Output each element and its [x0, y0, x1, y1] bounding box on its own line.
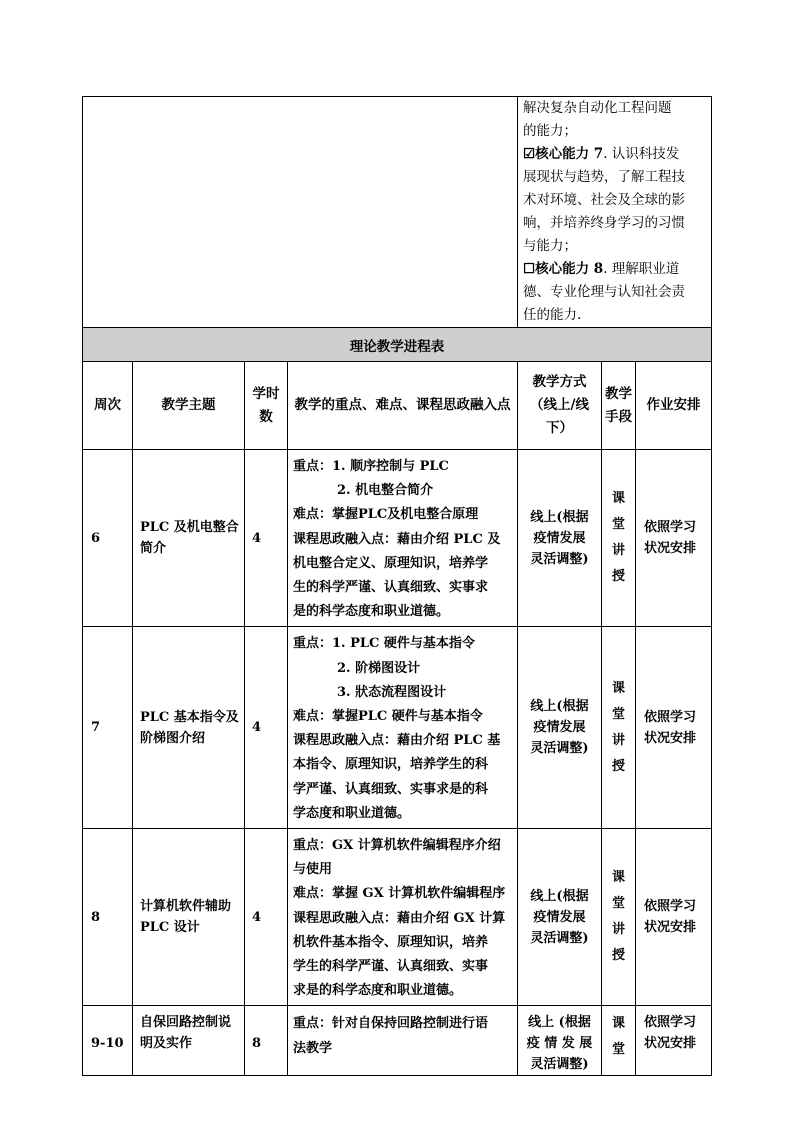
mode-cell	[518, 829, 602, 1006]
col-means-header	[602, 362, 636, 450]
outcome-line: 术对环境、社会及全球的影	[523, 192, 685, 208]
detail-line: 重点：1. PLC 硬件与基本指令	[293, 636, 475, 652]
topic-line: 阶梯图介绍	[140, 730, 206, 746]
col-means-line: 手段	[605, 408, 632, 425]
detail-line: 课程思政融入点：藉由介绍 PLC 基	[293, 733, 501, 749]
core-ability-7	[523, 143, 706, 166]
homework-line: 依照学习	[644, 899, 697, 915]
outcome-line: 的能力；	[523, 123, 577, 139]
hours-cell: 4	[245, 829, 288, 1006]
week-cell: 6	[83, 450, 133, 627]
detail-cell	[288, 627, 518, 829]
outcome-line: 与能力；	[523, 238, 577, 254]
topic-cell	[133, 450, 245, 627]
col-mode-line: （线上/线	[530, 397, 589, 413]
detail-line: 难点：掌握PLC及机电整合原理	[293, 507, 479, 523]
mode-cell	[518, 627, 602, 829]
detail-line: 学生的科学严谨、认真细致、实事	[293, 959, 489, 975]
table-row	[83, 450, 712, 627]
course-table	[82, 96, 712, 1076]
detail-line: 机软件基本指令、原理知识，培养	[293, 934, 489, 950]
week-cell: 7	[83, 627, 133, 829]
homework-line: 依照学习	[644, 1015, 697, 1031]
core-ability-7-label: ☑核心能力 7	[523, 146, 604, 162]
col-hours-header	[245, 362, 288, 450]
detail-line: 课程思政融入点：藉由介绍 PLC 及	[293, 531, 501, 547]
means-char: 授	[611, 569, 625, 585]
topic-line: PLC 设计	[140, 920, 200, 936]
progress-title: 理论教学进程表	[83, 328, 712, 362]
detail-line: 生的科学严谨、认真细致、实事求	[293, 580, 489, 596]
means-char: 堂	[611, 896, 625, 912]
mode-line: 疫情发展	[533, 530, 586, 546]
column-header-row	[83, 362, 712, 450]
progress-title-row	[83, 328, 712, 362]
homework-line: 依照学习	[644, 709, 697, 725]
detail-line: 学严谨、认真细致、实事求是的科	[293, 781, 489, 797]
means-cell	[602, 1006, 636, 1076]
topic-line: 计算机软件辅助	[140, 899, 232, 915]
detail-line: 3. 狀态流程图设计	[337, 684, 447, 700]
means-char: 讲	[611, 543, 625, 559]
hours-cell: 4	[245, 627, 288, 829]
means-cell	[602, 627, 636, 829]
mode-line: 疫 情 发 展	[526, 1036, 593, 1052]
col-topic-header: 教学主题	[133, 362, 245, 450]
detail-line: 重点：针对自保持回路控制进行语	[293, 1016, 489, 1032]
col-hours-line: 学时	[252, 385, 280, 402]
col-mode-line: 下）	[546, 420, 573, 436]
mode-line: 灵活调整)	[530, 930, 589, 946]
topic-line: 自保回路控制说	[140, 1015, 232, 1031]
detail-cell	[288, 450, 518, 627]
detail-line: 本指令、原理知识，培养学生的科	[293, 757, 489, 773]
mode-cell	[518, 450, 602, 627]
homework-line: 状况安排	[644, 730, 697, 746]
topic-cell	[133, 829, 245, 1006]
means-char: 授	[611, 758, 625, 774]
week-cell: 8	[83, 829, 133, 1006]
homework-line: 状况安排	[644, 920, 697, 936]
homework-cell	[636, 450, 712, 627]
table-row	[83, 627, 712, 829]
detail-line: 重点：GX 计算机软件编辑程序介绍	[293, 838, 501, 854]
means-char: 堂	[611, 517, 625, 533]
hours-cell: 8	[245, 1006, 288, 1076]
col-week-header: 周次	[83, 362, 133, 450]
detail-line: 学态度和职业道德。	[293, 805, 411, 821]
outcome-line: 展现状与趋势，了解工程技	[523, 169, 685, 185]
table-row	[83, 1006, 712, 1076]
week-cell: 9-10	[83, 1006, 133, 1076]
col-mode-header	[518, 362, 602, 450]
mode-line: 疫情发展	[533, 909, 586, 925]
mode-line: 线上(根据	[530, 509, 589, 525]
homework-cell	[636, 829, 712, 1006]
mode-line: 灵活调整)	[530, 741, 589, 757]
outcomes-row	[83, 97, 712, 328]
means-char: 课	[611, 680, 625, 696]
means-char: 堂	[611, 706, 625, 722]
col-mode-line: 教学方式	[532, 374, 587, 390]
detail-line: 法教学	[293, 1040, 333, 1056]
homework-line: 状况安排	[644, 541, 697, 557]
core-ability-8-label: ☐核心能力 8	[523, 261, 604, 277]
mode-line: 线上(根据	[530, 699, 589, 715]
col-detail-header: 教学的重点、难点、课程思政融入点	[288, 362, 518, 450]
core-ability-8	[523, 258, 706, 281]
mode-line: 灵活调整)	[530, 1057, 589, 1073]
col-homework-header: 作业安排	[636, 362, 712, 450]
homework-cell	[636, 1006, 712, 1076]
means-char: 讲	[611, 732, 625, 748]
core-ability-8-text: . 理解职业道	[603, 261, 680, 277]
means-cell	[602, 450, 636, 627]
outcomes-cell	[518, 97, 712, 328]
topic-line: PLC 及机电整合	[140, 520, 239, 536]
means-cell	[602, 829, 636, 1006]
outcomes-blank-cell	[83, 97, 518, 328]
detail-line: 与使用	[293, 862, 333, 878]
mode-line: 灵活调整)	[530, 551, 589, 567]
detail-line: 课程思政融入点：藉由介绍 GX 计算	[293, 910, 506, 926]
means-char: 授	[611, 948, 625, 964]
homework-line: 状况安排	[644, 1036, 697, 1052]
mode-cell	[518, 1006, 602, 1076]
detail-cell	[288, 1006, 518, 1076]
topic-cell	[133, 627, 245, 829]
means-char: 课	[611, 870, 625, 886]
detail-line: 难点：掌握 GX 计算机软件编辑程序	[293, 886, 506, 902]
col-means-line: 教学	[605, 385, 632, 402]
means-char: 讲	[611, 922, 625, 938]
col-hours-line: 数	[259, 408, 273, 425]
hours-cell: 4	[245, 450, 288, 627]
detail-line: 求是的科学态度和职业道德。	[293, 983, 463, 999]
topic-cell	[133, 1006, 245, 1076]
homework-cell	[636, 627, 712, 829]
detail-line: 2. 机电整合简介	[337, 483, 434, 499]
means-char: 课	[611, 491, 625, 507]
mode-line: 疫情发展	[533, 720, 586, 736]
means-char: 课	[611, 1016, 625, 1032]
topic-line: PLC 基本指令及	[140, 709, 239, 725]
detail-line: 是的科学态度和职业道德。	[293, 604, 450, 620]
topic-line: 明及实作	[140, 1036, 193, 1052]
mode-line: 线上(根据	[530, 888, 589, 904]
core-ability-7-text: . 认识科技发	[603, 146, 680, 162]
detail-line: 2. 阶梯图设计	[337, 660, 421, 676]
outcome-line: 任的能力.	[523, 307, 582, 323]
outcome-line: 解决复杂自动化工程问题	[523, 100, 672, 116]
mode-line: 线上 (根据	[528, 1015, 591, 1031]
table-row	[83, 829, 712, 1006]
detail-line: 重点：1. 顺序控制与 PLC	[293, 459, 449, 474]
detail-line: 难点：掌握PLC 硬件与基本指令	[293, 709, 483, 725]
means-char: 堂	[611, 1042, 625, 1058]
detail-cell	[288, 829, 518, 1006]
outcome-line: 响，并培养终身学习的习惯	[523, 215, 685, 231]
homework-line: 依照学习	[644, 520, 697, 536]
outcome-line: 德、专业伦理与认知社会责	[523, 284, 685, 300]
topic-line: 简介	[140, 541, 167, 557]
detail-line: 机电整合定义、原理知识，培养学	[293, 555, 489, 571]
